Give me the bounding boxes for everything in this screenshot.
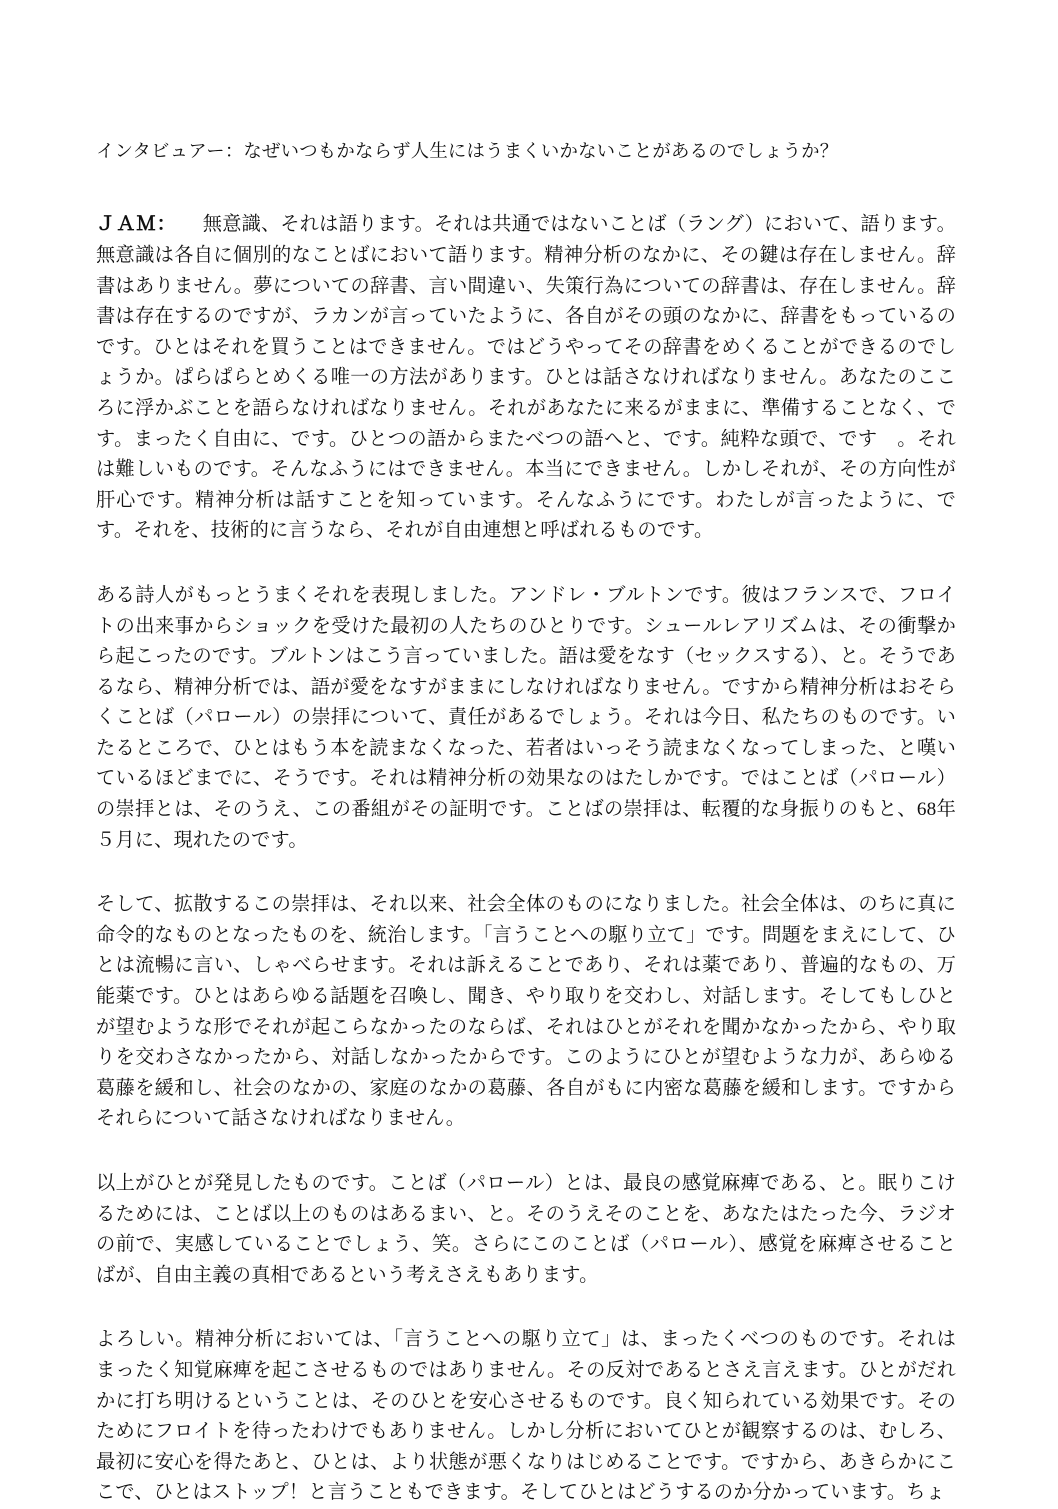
paragraph-3: そして、拡散するこの崇拝は、それ以来、社会全体のものになりました。社会全体は、のちに真に命令的なものとなったものを、統治します。「言うことへの駆り立て」です。問題をまえにして、ひとは流暢に言い、しゃべらせます。それは訴えることであり、それは薬であり、普遍的なもの、万能薬です。ひとはあらゆる話題を召喚し、聞き、やり取りを交わし、対話します。そしてもしひとが望むような形でそれが起こらなかったのならば、それはひとがそれを聞かなかったから、やり取りを交わさなかったから、対話しなかったからです。このようにひとが望むような力が、あらゆる葛藤を緩和し、社会のなかの、家庭のなかの葛藤、各自がもに内密な葛藤を緩和します。ですからそれらについて話さなければなりません。 [96, 894, 956, 1130]
paragraph-1-text: 無意識、それは語ります。それは共通ではないことば（ラング）において、語ります。無意識は各自に個別的なことばにおいて語ります。精神分析のなかに、その鍵は存在しません。辞書はありません。夢についての辞書、言い間違い、失策行為についての辞書は、存在しません。辞書は存在するのですが、ラカンが言っていたように、各自がその頭のなかに、辞書をもっているのです。ひとはそれを買うことはできません。ではどうやってその辞書をめくることができるのでしょうか。ぱらぱらとめくる唯一の方法があります。ひとは話さなければなりません。あなたのこころに浮かぶことを語らなければなりません。それがあなたに来るがままに、準備することなく、です。まったく自由に、です。ひとつの語からまたべつの語へと、です。純粋な頭で、です 。それは難しいものです。そんなふうにはできません。本当にできません。しかしそれが、その方向性が肝心です。精神分析は話すことを知っています。そんなふうにです。わたしが言ったように、です。それを、技術的に言うなら、それが自由連想と呼ばれるものです。 [96, 214, 956, 542]
interviewer-question: インタビュアー：なぜいつもかならず人生にはうまくいかないことがあるのでしょうか？ [96, 141, 839, 162]
document-body [96, 136, 956, 1509]
paragraph-4: 以上がひとが発見したものです。ことば（パロール）とは、最良の感覚麻痺である、と。眠りこけるためには、ことば以上のものはあるまい、と。そのうえそのことを、あなたはたった今、ラジオの前で、実感していることでしょう、笑。さらにこのことば（パロール）、感覚を麻痺させることばが、自由主義の真相であるという考えさえもあります。 [96, 1173, 956, 1286]
paragraph-1 [96, 210, 956, 547]
paragraph-5: よろしい。精神分析においては、「言うことへの駆り立て」は、まったくべつのものです。それはまったく知覚麻痺を起こさせるものではありません。その反対であるとさえ言えます。ひとがだれかに打ち明けるということは、そのひとを安心させるものです。良く知られている効果です。そのためにフロイトを待ったわけでもありません。しかし分析においてひとが観察するのは、むしろ、最初に安心を得たあと、ひとは、より状態が悪くなりはじめることです。ですから、あきらかにここで、ひとはストップ！と言うこともできます。そしてひとはどうするのか分かっています。ちょ [96, 1329, 956, 1504]
paragraph-2: ある詩人がもっとうまくそれを表現しました。アンドレ・ブルトンです。彼はフランスで、フロイトの出来事からショックを受けた最初の人たちのひとりです。シュールレアリズムは、その衝撃から起こったのです。ブルトンはこう言っていました。語は愛をなす（セックスする）、と。そうであるなら、精神分析では、語が愛をなすがままにしなければなりません。ですから精神分析はおそらくことば（パロール）の崇拝について、責任があるでしょう。それは今日、私たちのものです。いたるところで、ひとはもう本を読まなくなった、若者はいっそう読まなくなってしまった、と嘆いているほどまでに、そうです。それは精神分析の効果なのはたしかです。ではことば（パロール）の崇拝とは、そのうえ、この番組がその証明です。ことばの崇拝は、転覆的な身振りのもと、68年５月に、現れたのです。 [96, 584, 956, 851]
speaker-label: ＪＡＭ： [96, 214, 177, 236]
